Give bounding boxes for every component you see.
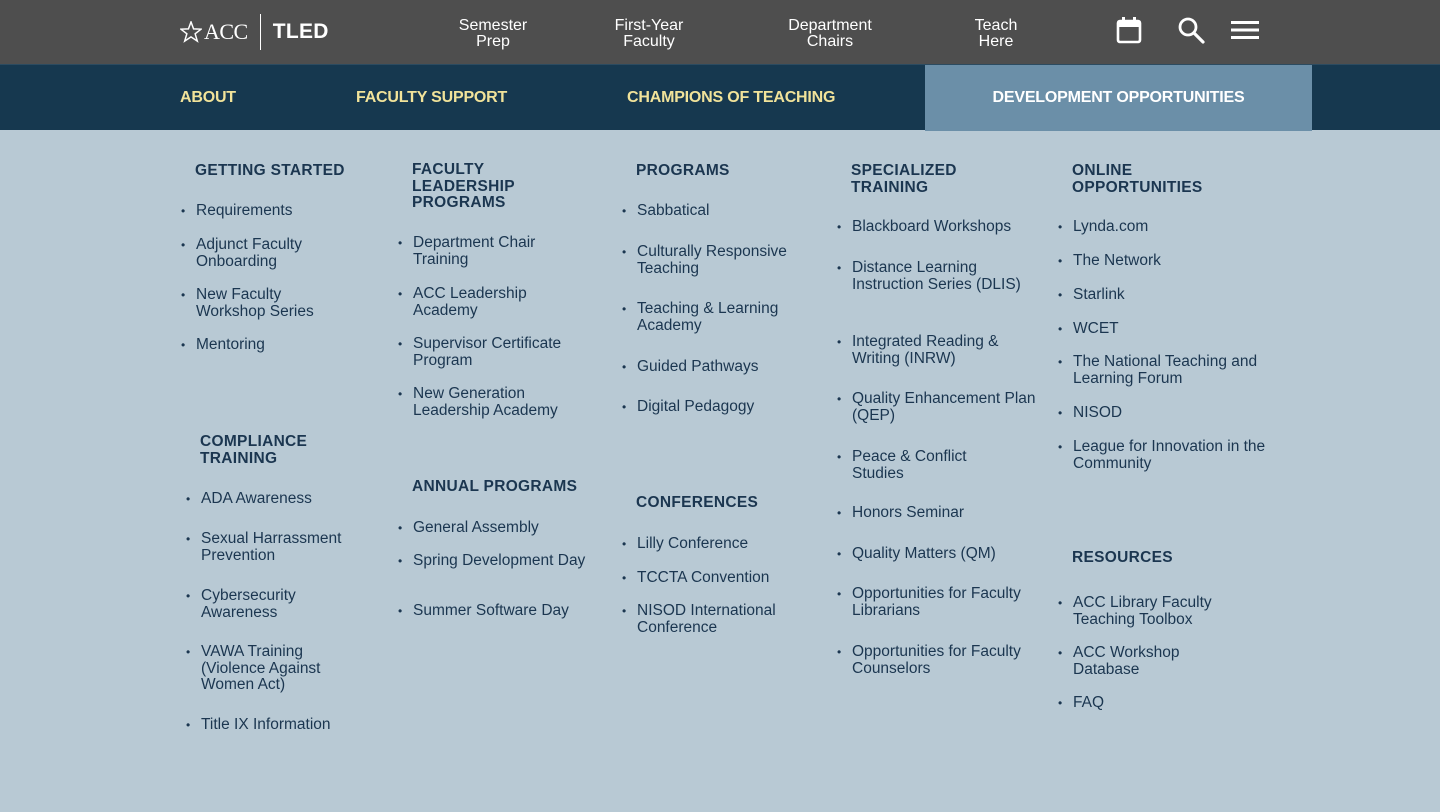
top-bar bbox=[0, 0, 1440, 64]
menu-item[interactable]: • ADA Awareness bbox=[201, 491, 376, 508]
menu-item[interactable]: • League for Innovation in the Community bbox=[1073, 439, 1268, 472]
top-link-first-year-faculty[interactable] bbox=[601, 18, 697, 50]
menu-item[interactable]: • Digital Pedagogy bbox=[637, 399, 822, 416]
nav-champions-of-teaching[interactable]: CHAMPIONS OF TEACHING bbox=[627, 89, 836, 106]
menu-item[interactable]: • Title IX Information bbox=[201, 717, 376, 734]
menu-item[interactable]: • Adjunct Faculty Onboarding bbox=[196, 237, 346, 270]
heading-conferences: CONFERENCES bbox=[636, 494, 759, 511]
menu-item[interactable]: • Lynda.com bbox=[1073, 219, 1268, 236]
menu-item[interactable]: • ACC Workshop Database bbox=[1073, 645, 1248, 678]
menu-item[interactable]: • Supervisor Certificate Program bbox=[413, 336, 603, 369]
menu-item[interactable]: • Mentoring bbox=[196, 337, 346, 354]
menu-item[interactable]: • Guided Pathways bbox=[637, 359, 822, 376]
nav-about[interactable]: ABOUT bbox=[180, 89, 236, 106]
menu-item[interactable]: • Blackboard Workshops bbox=[852, 219, 1052, 236]
heading-specialized-training: SPECIALIZED TRAINING bbox=[851, 162, 957, 196]
menu-item[interactable]: • Quality Matters (QM) bbox=[852, 546, 1052, 563]
menu-item[interactable]: • Sabbatical bbox=[637, 203, 822, 220]
logo-tled-text: TLED bbox=[272, 20, 329, 43]
main-nav bbox=[0, 64, 1440, 130]
top-link-line: Prep bbox=[476, 33, 510, 50]
site-logo[interactable] bbox=[180, 14, 329, 50]
menu-item[interactable]: • Starlink bbox=[1073, 287, 1268, 304]
star-icon bbox=[180, 21, 202, 43]
heading-getting-started: GETTING STARTED bbox=[195, 162, 345, 179]
menu-item[interactable]: • TCCTA Convention bbox=[637, 570, 822, 587]
heading-annual-programs: ANNUAL PROGRAMS bbox=[412, 478, 578, 495]
menu-item[interactable]: • Quality Enhancement Plan (QEP) bbox=[852, 391, 1052, 424]
menu-item[interactable]: • ACC Library Faculty Teaching Toolbox bbox=[1073, 595, 1263, 628]
menu-item[interactable]: • New Generation Leadership Academy bbox=[413, 386, 603, 419]
menu-item[interactable]: • Opportunities for Faculty Librarians bbox=[852, 586, 1022, 619]
heading-compliance-training: COMPLIANCE TRAINING bbox=[200, 433, 308, 467]
nav-development-opportunities[interactable]: DEVELOPMENT OPPORTUNITIES bbox=[925, 65, 1312, 131]
top-link-line: Teach bbox=[974, 17, 1018, 34]
menu-item[interactable]: • Peace & Conflict Studies bbox=[852, 449, 1012, 482]
heading-online-opportunities: ONLINE OPPORTUNITIES bbox=[1072, 162, 1203, 196]
menu-item[interactable]: • Opportunities for Faculty Counselors bbox=[852, 644, 1037, 677]
top-link-line: Faculty bbox=[623, 33, 675, 50]
menu-item[interactable]: • Culturally Responsive Teaching bbox=[637, 244, 822, 277]
menu-item[interactable]: • VAWA Training (Violence Against Women Act) bbox=[201, 644, 361, 694]
heading-faculty-leadership-programs: FACULTY LEADERSHIP PROGRAMS bbox=[412, 161, 515, 211]
menu-item[interactable]: • New Faculty Workshop Series bbox=[196, 287, 346, 320]
top-link-line: Chairs bbox=[806, 33, 854, 50]
top-link-semester-prep[interactable] bbox=[446, 18, 540, 50]
top-link-line: Here bbox=[978, 33, 1014, 50]
menu-item[interactable]: • Integrated Reading & Writing (INRW) bbox=[852, 334, 1047, 367]
menu-item[interactable]: • Spring Development Day bbox=[413, 553, 598, 570]
menu-item[interactable]: • Teaching & Learning Academy bbox=[637, 301, 822, 334]
menu-item[interactable]: • Distance Learning Instruction Series (DLIS) bbox=[852, 260, 1022, 293]
menu-item[interactable]: • NISOD International Conference bbox=[637, 603, 822, 636]
menu-item[interactable]: • General Assembly bbox=[413, 520, 603, 537]
menu-item[interactable]: • The Network bbox=[1073, 253, 1268, 270]
top-link-line: Semester bbox=[458, 17, 528, 34]
menu-icon[interactable] bbox=[1229, 14, 1261, 46]
menu-item[interactable]: • Lilly Conference bbox=[637, 536, 822, 553]
logo-divider bbox=[260, 14, 261, 50]
top-link-line: First-Year bbox=[614, 17, 684, 34]
menu-item[interactable]: • Cybersecurity Awareness bbox=[201, 588, 331, 621]
menu-item[interactable]: • WCET bbox=[1073, 321, 1268, 338]
menu-item[interactable]: • Summer Software Day bbox=[413, 603, 613, 620]
top-link-teach-here[interactable] bbox=[960, 18, 1032, 50]
menu-item[interactable]: • FAQ bbox=[1073, 695, 1248, 712]
top-link-line: Department bbox=[788, 17, 872, 34]
menu-item[interactable]: • The National Teaching and Learning Forum bbox=[1073, 354, 1268, 387]
menu-item[interactable]: • Department Chair Training bbox=[413, 235, 583, 268]
menu-item[interactable]: • ACC Leadership Academy bbox=[413, 286, 563, 319]
calendar-icon[interactable] bbox=[1113, 14, 1145, 46]
heading-programs: PROGRAMS bbox=[636, 162, 730, 179]
menu-item[interactable]: • NISOD bbox=[1073, 405, 1268, 422]
heading-resources: RESOURCES bbox=[1072, 549, 1173, 566]
menu-item[interactable]: • Honors Seminar bbox=[852, 505, 1052, 522]
menu-item[interactable]: • Requirements bbox=[196, 203, 346, 220]
top-link-department-chairs[interactable] bbox=[770, 18, 890, 50]
search-icon[interactable] bbox=[1175, 14, 1207, 46]
menu-item[interactable]: • Sexual Harrassment Prevention bbox=[201, 531, 376, 564]
nav-faculty-support[interactable]: FACULTY SUPPORT bbox=[356, 89, 508, 106]
logo-acc-text: ACC bbox=[204, 19, 248, 44]
